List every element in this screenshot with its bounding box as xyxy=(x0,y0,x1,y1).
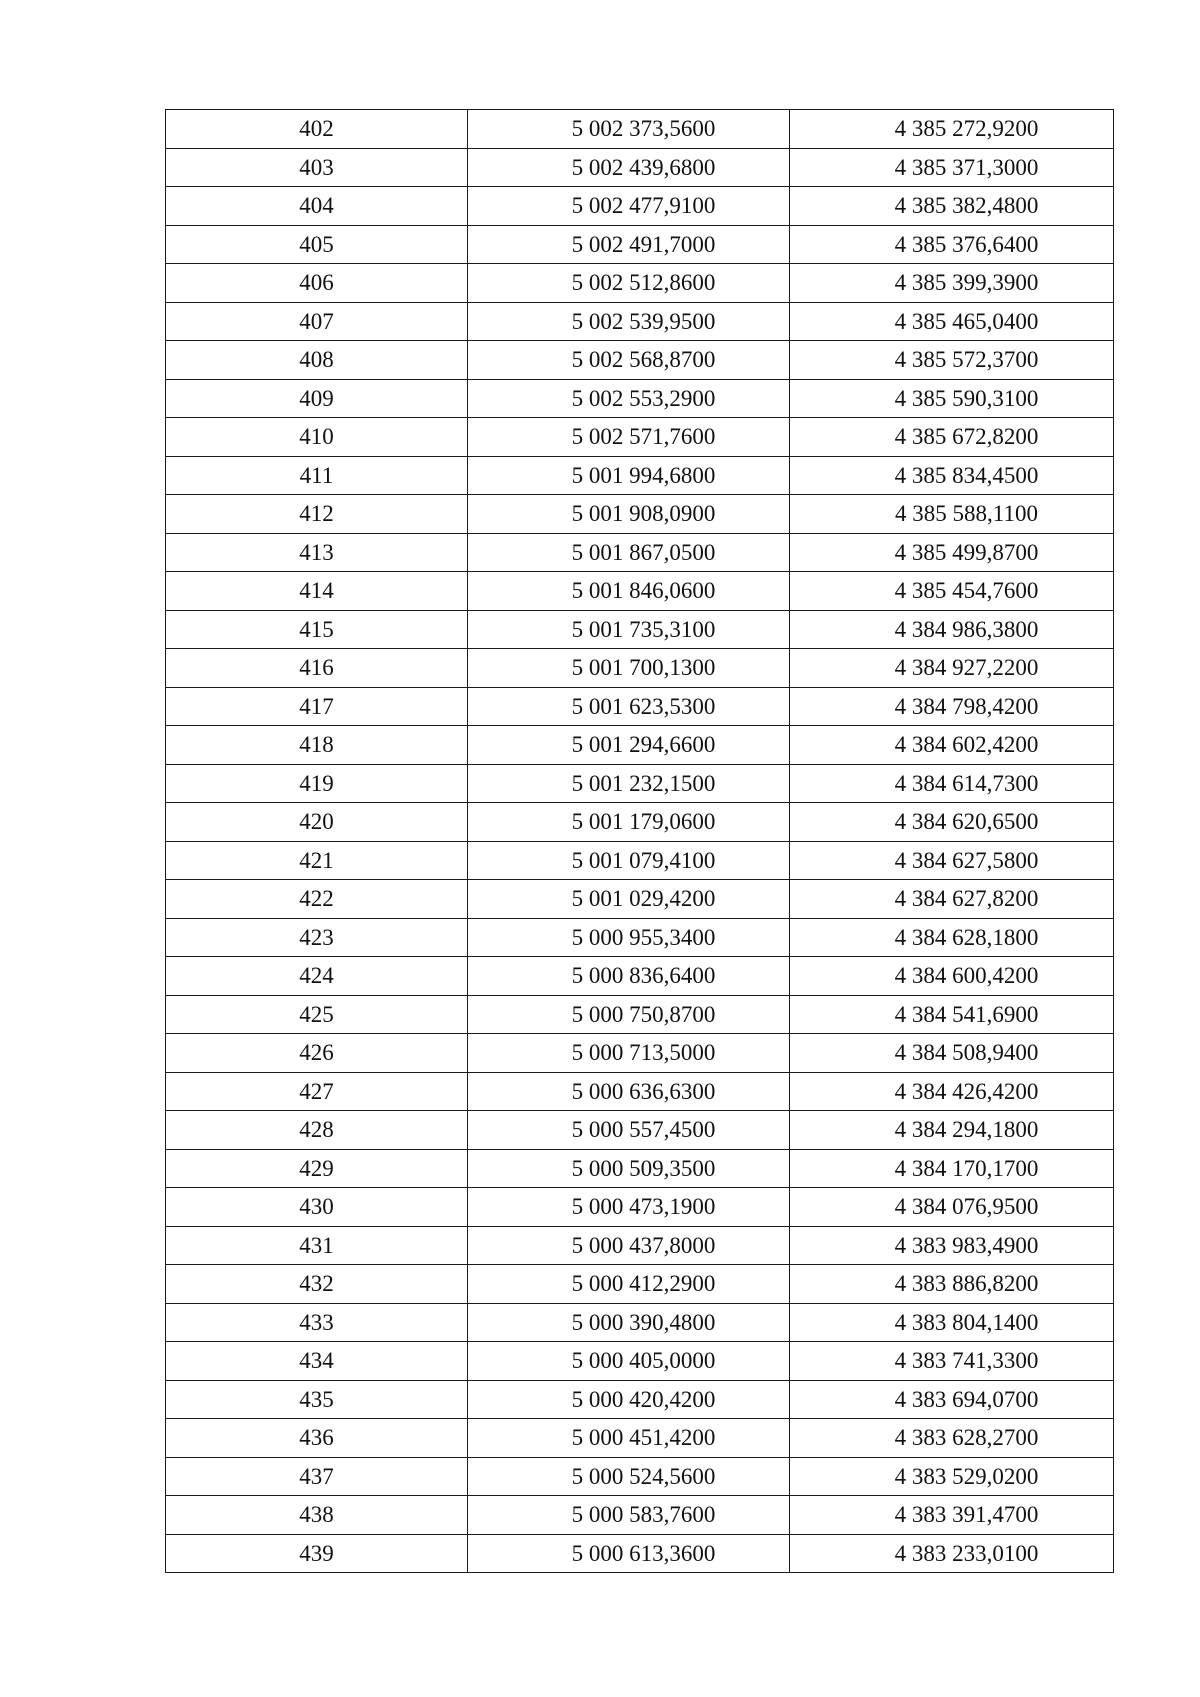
y-coordinate-cell: 4 384 986,3800 xyxy=(790,610,1114,649)
x-coordinate-cell: 5 001 623,5300 xyxy=(468,687,790,726)
x-coordinate-cell: 5 002 553,2900 xyxy=(468,379,790,418)
point-number-cell: 434 xyxy=(166,1342,468,1381)
point-number-cell: 431 xyxy=(166,1226,468,1265)
y-coordinate-cell: 4 384 614,7300 xyxy=(790,764,1114,803)
y-coordinate-cell: 4 384 927,2200 xyxy=(790,649,1114,688)
point-number-cell: 420 xyxy=(166,803,468,842)
x-coordinate-cell: 5 000 473,1900 xyxy=(468,1188,790,1227)
y-coordinate-cell: 4 384 170,1700 xyxy=(790,1149,1114,1188)
x-coordinate-cell: 5 002 477,9100 xyxy=(468,187,790,226)
x-coordinate-cell: 5 001 079,4100 xyxy=(468,841,790,880)
x-coordinate-cell: 5 000 583,7600 xyxy=(468,1496,790,1535)
table-row xyxy=(166,456,1114,495)
point-number-cell: 409 xyxy=(166,379,468,418)
coordinates-table xyxy=(165,109,1114,1573)
table-row xyxy=(166,341,1114,380)
table-row xyxy=(166,1419,1114,1458)
table-row xyxy=(166,148,1114,187)
table-row xyxy=(166,803,1114,842)
y-coordinate-cell: 4 385 672,8200 xyxy=(790,418,1114,457)
x-coordinate-cell: 5 001 735,3100 xyxy=(468,610,790,649)
table-row xyxy=(166,995,1114,1034)
table-row xyxy=(166,1534,1114,1573)
y-coordinate-cell: 4 385 465,0400 xyxy=(790,302,1114,341)
y-coordinate-cell: 4 385 572,3700 xyxy=(790,341,1114,380)
y-coordinate-cell: 4 384 620,6500 xyxy=(790,803,1114,842)
y-coordinate-cell: 4 384 628,1800 xyxy=(790,918,1114,957)
y-coordinate-cell: 4 383 233,0100 xyxy=(790,1534,1114,1573)
point-number-cell: 410 xyxy=(166,418,468,457)
table-row xyxy=(166,1342,1114,1381)
table-row xyxy=(166,1496,1114,1535)
x-coordinate-cell: 5 000 955,3400 xyxy=(468,918,790,957)
point-number-cell: 424 xyxy=(166,957,468,996)
x-coordinate-cell: 5 000 557,4500 xyxy=(468,1111,790,1150)
table-row xyxy=(166,1265,1114,1304)
point-number-cell: 429 xyxy=(166,1149,468,1188)
table-row xyxy=(166,187,1114,226)
x-coordinate-cell: 5 002 571,7600 xyxy=(468,418,790,457)
x-coordinate-cell: 5 002 373,5600 xyxy=(468,110,790,149)
point-number-cell: 415 xyxy=(166,610,468,649)
x-coordinate-cell: 5 001 846,0600 xyxy=(468,572,790,611)
table-row xyxy=(166,726,1114,765)
y-coordinate-cell: 4 384 294,1800 xyxy=(790,1111,1114,1150)
point-number-cell: 418 xyxy=(166,726,468,765)
table-row xyxy=(166,918,1114,957)
x-coordinate-cell: 5 000 437,8000 xyxy=(468,1226,790,1265)
x-coordinate-cell: 5 001 867,0500 xyxy=(468,533,790,572)
x-coordinate-cell: 5 000 412,2900 xyxy=(468,1265,790,1304)
x-coordinate-cell: 5 002 439,6800 xyxy=(468,148,790,187)
table-row xyxy=(166,302,1114,341)
x-coordinate-cell: 5 001 232,1500 xyxy=(468,764,790,803)
point-number-cell: 412 xyxy=(166,495,468,534)
point-number-cell: 426 xyxy=(166,1034,468,1073)
x-coordinate-cell: 5 000 836,6400 xyxy=(468,957,790,996)
y-coordinate-cell: 4 385 590,3100 xyxy=(790,379,1114,418)
y-coordinate-cell: 4 385 272,9200 xyxy=(790,110,1114,149)
x-coordinate-cell: 5 001 700,1300 xyxy=(468,649,790,688)
point-number-cell: 407 xyxy=(166,302,468,341)
point-number-cell: 423 xyxy=(166,918,468,957)
x-coordinate-cell: 5 001 029,4200 xyxy=(468,880,790,919)
table-row xyxy=(166,687,1114,726)
x-coordinate-cell: 5 002 491,7000 xyxy=(468,225,790,264)
y-coordinate-cell: 4 385 588,1100 xyxy=(790,495,1114,534)
x-coordinate-cell: 5 001 908,0900 xyxy=(468,495,790,534)
x-coordinate-cell: 5 000 509,3500 xyxy=(468,1149,790,1188)
y-coordinate-cell: 4 385 499,8700 xyxy=(790,533,1114,572)
point-number-cell: 403 xyxy=(166,148,468,187)
point-number-cell: 428 xyxy=(166,1111,468,1150)
point-number-cell: 408 xyxy=(166,341,468,380)
table-row xyxy=(166,1457,1114,1496)
y-coordinate-cell: 4 383 694,0700 xyxy=(790,1380,1114,1419)
table-row xyxy=(166,1072,1114,1111)
table-row xyxy=(166,1188,1114,1227)
point-number-cell: 419 xyxy=(166,764,468,803)
y-coordinate-cell: 4 384 076,9500 xyxy=(790,1188,1114,1227)
y-coordinate-cell: 4 385 376,6400 xyxy=(790,225,1114,264)
x-coordinate-cell: 5 000 750,8700 xyxy=(468,995,790,1034)
table-row xyxy=(166,1034,1114,1073)
point-number-cell: 435 xyxy=(166,1380,468,1419)
x-coordinate-cell: 5 001 994,6800 xyxy=(468,456,790,495)
y-coordinate-cell: 4 385 834,4500 xyxy=(790,456,1114,495)
point-number-cell: 433 xyxy=(166,1303,468,1342)
y-coordinate-cell: 4 384 541,6900 xyxy=(790,995,1114,1034)
table-row xyxy=(166,264,1114,303)
table-row xyxy=(166,957,1114,996)
table-row xyxy=(166,533,1114,572)
point-number-cell: 425 xyxy=(166,995,468,1034)
point-number-cell: 430 xyxy=(166,1188,468,1227)
y-coordinate-cell: 4 384 600,4200 xyxy=(790,957,1114,996)
table-row xyxy=(166,1303,1114,1342)
x-coordinate-cell: 5 000 405,0000 xyxy=(468,1342,790,1381)
y-coordinate-cell: 4 383 741,3300 xyxy=(790,1342,1114,1381)
table-row xyxy=(166,572,1114,611)
y-coordinate-cell: 4 384 798,4200 xyxy=(790,687,1114,726)
point-number-cell: 402 xyxy=(166,110,468,149)
x-coordinate-cell: 5 000 390,4800 xyxy=(468,1303,790,1342)
point-number-cell: 414 xyxy=(166,572,468,611)
table-row xyxy=(166,495,1114,534)
x-coordinate-cell: 5 000 524,5600 xyxy=(468,1457,790,1496)
point-number-cell: 436 xyxy=(166,1419,468,1458)
point-number-cell: 413 xyxy=(166,533,468,572)
y-coordinate-cell: 4 383 529,0200 xyxy=(790,1457,1114,1496)
y-coordinate-cell: 4 384 508,9400 xyxy=(790,1034,1114,1073)
point-number-cell: 405 xyxy=(166,225,468,264)
y-coordinate-cell: 4 383 804,1400 xyxy=(790,1303,1114,1342)
y-coordinate-cell: 4 384 602,4200 xyxy=(790,726,1114,765)
coordinates-table-body xyxy=(166,110,1114,1573)
point-number-cell: 438 xyxy=(166,1496,468,1535)
table-row xyxy=(166,1149,1114,1188)
x-coordinate-cell: 5 000 713,5000 xyxy=(468,1034,790,1073)
point-number-cell: 437 xyxy=(166,1457,468,1496)
x-coordinate-cell: 5 001 179,0600 xyxy=(468,803,790,842)
point-number-cell: 404 xyxy=(166,187,468,226)
point-number-cell: 421 xyxy=(166,841,468,880)
table-row xyxy=(166,225,1114,264)
y-coordinate-cell: 4 385 399,3900 xyxy=(790,264,1114,303)
x-coordinate-cell: 5 000 451,4200 xyxy=(468,1419,790,1458)
y-coordinate-cell: 4 385 454,7600 xyxy=(790,572,1114,611)
y-coordinate-cell: 4 383 391,4700 xyxy=(790,1496,1114,1535)
point-number-cell: 427 xyxy=(166,1072,468,1111)
x-coordinate-cell: 5 000 613,3600 xyxy=(468,1534,790,1573)
table-row xyxy=(166,880,1114,919)
table-row xyxy=(166,379,1114,418)
y-coordinate-cell: 4 383 628,2700 xyxy=(790,1419,1114,1458)
table-row xyxy=(166,764,1114,803)
x-coordinate-cell: 5 002 512,8600 xyxy=(468,264,790,303)
table-row xyxy=(166,610,1114,649)
point-number-cell: 417 xyxy=(166,687,468,726)
table-row xyxy=(166,110,1114,149)
point-number-cell: 422 xyxy=(166,880,468,919)
x-coordinate-cell: 5 000 636,6300 xyxy=(468,1072,790,1111)
x-coordinate-cell: 5 002 539,9500 xyxy=(468,302,790,341)
table-row xyxy=(166,1226,1114,1265)
y-coordinate-cell: 4 383 886,8200 xyxy=(790,1265,1114,1304)
table-row xyxy=(166,418,1114,457)
table-row xyxy=(166,1111,1114,1150)
table-row xyxy=(166,1380,1114,1419)
point-number-cell: 406 xyxy=(166,264,468,303)
point-number-cell: 432 xyxy=(166,1265,468,1304)
x-coordinate-cell: 5 000 420,4200 xyxy=(468,1380,790,1419)
point-number-cell: 411 xyxy=(166,456,468,495)
y-coordinate-cell: 4 384 426,4200 xyxy=(790,1072,1114,1111)
y-coordinate-cell: 4 385 371,3000 xyxy=(790,148,1114,187)
y-coordinate-cell: 4 385 382,4800 xyxy=(790,187,1114,226)
point-number-cell: 416 xyxy=(166,649,468,688)
point-number-cell: 439 xyxy=(166,1534,468,1573)
y-coordinate-cell: 4 384 627,8200 xyxy=(790,880,1114,919)
table-row xyxy=(166,841,1114,880)
y-coordinate-cell: 4 383 983,4900 xyxy=(790,1226,1114,1265)
x-coordinate-cell: 5 002 568,8700 xyxy=(468,341,790,380)
x-coordinate-cell: 5 001 294,6600 xyxy=(468,726,790,765)
table-row xyxy=(166,649,1114,688)
y-coordinate-cell: 4 384 627,5800 xyxy=(790,841,1114,880)
